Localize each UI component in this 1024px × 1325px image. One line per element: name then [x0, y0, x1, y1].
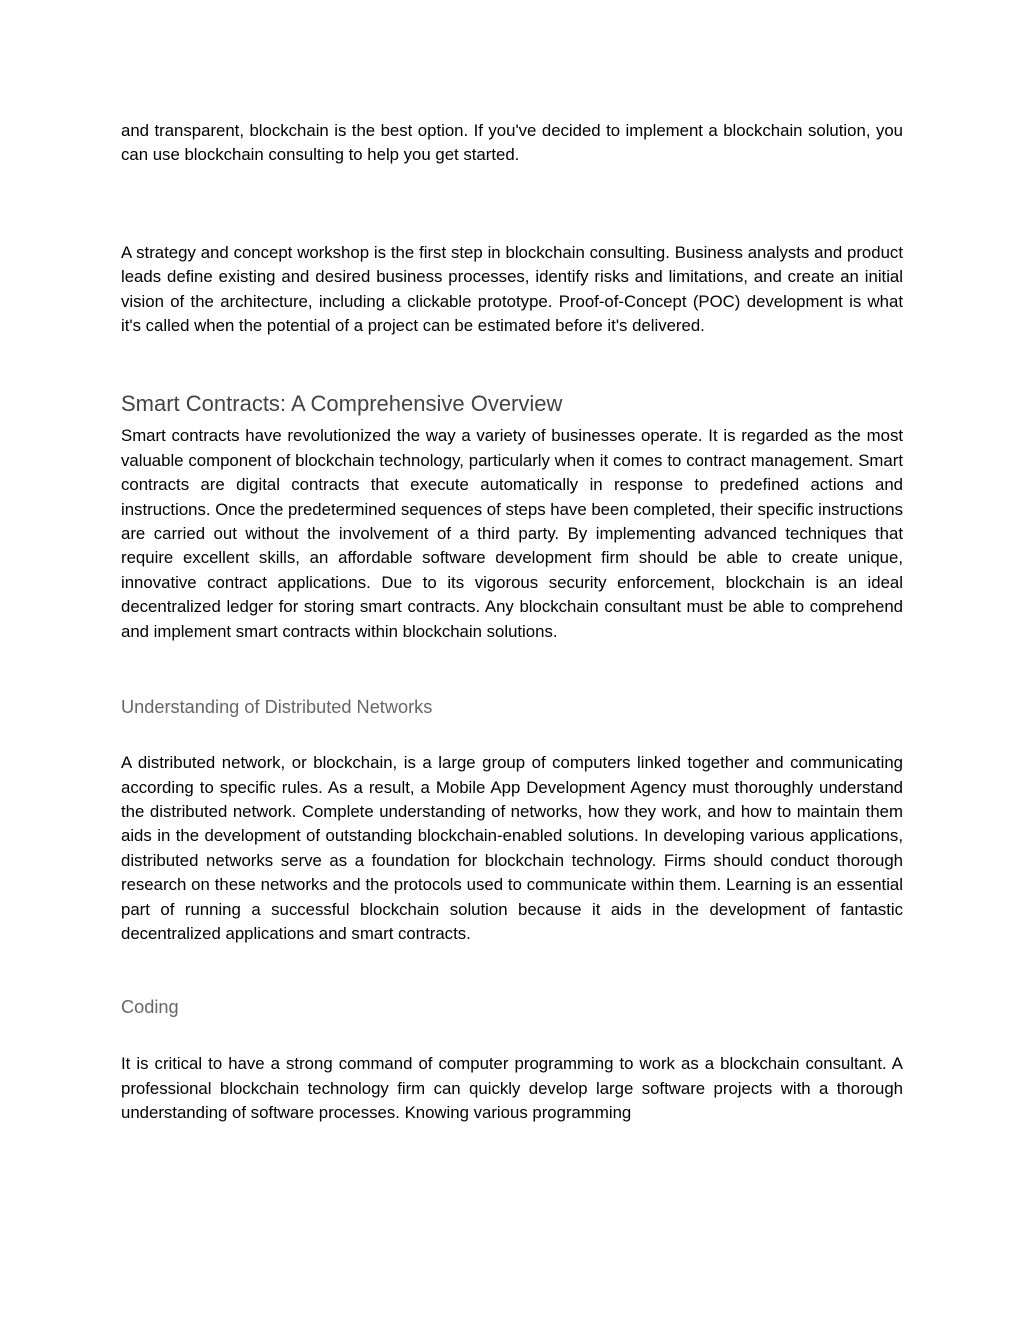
coding-paragraph: It is critical to have a strong command of computer programming to work as a blockchain consultant. A professional blockchain technology firm can quickly develop large software projects with a thorough understanding of software processes. Knowing various programming [121, 1054, 903, 1123]
smart-contracts-paragraph: Smart contracts have revolutionized the way a variety of businesses operate. It is regarded as the most valuable component of blockchain technology, particularly when it comes to contract management. Smart contracts are digital contracts that execute automatically in response to predefined actions and instructions. Once the predetermined sequences of steps have been completed, their specific instructions are carried out without the involvement of a third party. By implementing advanced techniques that require excellent skills, an affordable software development firm should be able to create unique, innovative contract applications. Due to its vigorous security enforcement, blockchain is an ideal decentralized ledger for storing smart contracts. Any blockchain consultant must be able to comprehend and implement smart contracts within blockchain solutions. [121, 426, 903, 641]
distributed-networks-paragraph: A distributed network, or blockchain, is a large group of computers linked together and communicating according to specific rules. As a result, a Mobile App Development Agency must thoroughly understand the distributed network. Complete understanding of networks, how they work, and how to maintain them aids in the development of outstanding blockchain-enabled solutions. In developing various applications, distributed networks serve as a foundation for blockchain technology. Firms should conduct thorough research on these networks and the protocols used to communicate within them. Learning is an essential part of running a successful blockchain solution because it aids in the development of fantastic decentralized applications and smart contracts. [121, 753, 903, 943]
distributed-networks-heading: Understanding of Distributed Networks [121, 697, 433, 718]
intro-paragraph: and transparent, blockchain is the best option. If you've decided to implement a blockchain solution, you can use blockchain consulting to help you get started. [121, 121, 903, 165]
smart-contracts-heading: Smart Contracts: A Comprehensive Overview [121, 391, 563, 417]
coding-heading: Coding [121, 997, 179, 1018]
document-page [121, 119, 903, 1126]
workshop-paragraph: A strategy and concept workshop is the first step in blockchain consulting. Business analysts and product leads define existing and desired business processes, identify risks and limitations, and create an initial vision of the architecture, including a clickable prototype. Proof-of-Concept (POC) development is what it's called when the potential of a project can be estimated before it's delivered. [121, 242, 903, 336]
